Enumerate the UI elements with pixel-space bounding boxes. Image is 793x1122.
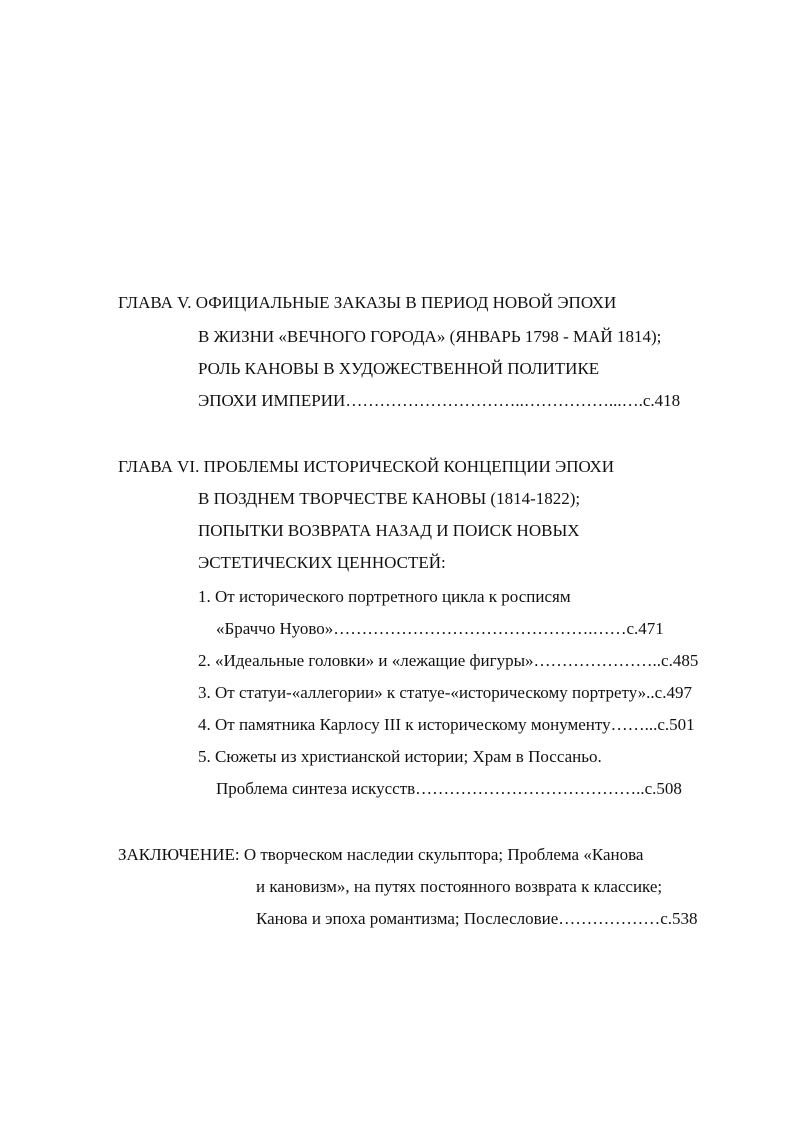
toc-item-1-continued: «Браччо Нуово»……………………………………….……с.471	[216, 619, 664, 638]
toc-item-2: 2. «Идеальные головки» и «лежащие фигуры»…………………..с.485	[198, 651, 699, 670]
toc-item-5: 5. Сюжеты из христианской истории; Храм в Поссаньо.	[198, 747, 602, 766]
chapter-6-title-line-2: В ПОЗДНЕМ ТВОРЧЕСТВЕ КАНОВЫ (1814-1822);	[198, 489, 581, 508]
chapter-5-title: ГЛАВА V. ОФИЦИАЛЬНЫЕ ЗАКАЗЫ В ПЕРИОД НОВОЙ ЭПОХИ	[118, 293, 617, 312]
chapter-5-title-line-4: ЭПОХИ ИМПЕРИИ…………………………..……………...….с.418	[198, 391, 681, 410]
toc-item-3: 3. От статуи-«аллегории» к статуе-«историческому портрету»..с.497	[198, 683, 692, 702]
conclusion-title: ЗАКЛЮЧЕНИЕ: О творческом наследии скульптора; Проблема «Канова	[118, 845, 644, 864]
chapter-6-title-line-3: ПОПЫТКИ ВОЗВРАТА НАЗАД И ПОИСК НОВЫХ	[198, 521, 580, 540]
toc-item-1: 1. От исторического портретного цикла к росписям	[198, 587, 571, 606]
toc-item-4: 4. От памятника Карлосу III к историческому монументу……...с.501	[198, 715, 695, 734]
conclusion-line-2: и кановизм», на путях постоянного возврата к классике;	[256, 877, 663, 896]
chapter-5-title-line-2: В ЖИЗНИ «ВЕЧНОГО ГОРОДА» (ЯНВАРЬ 1798 - МАЙ 1814);	[198, 327, 662, 346]
chapter-6-title: ГЛАВА VI. ПРОБЛЕМЫ ИСТОРИЧЕСКОЙ КОНЦЕПЦИИ ЭПОХИ	[118, 457, 615, 476]
chapter-6-title-line-4: ЭСТЕТИЧЕСКИХ ЦЕННОСТЕЙ:	[198, 553, 446, 572]
toc-item-5-continued: Проблема синтеза искусств…………………………………..с.508	[216, 779, 682, 798]
chapter-5-title-line-3: РОЛЬ КАНОВЫ В ХУДОЖЕСТВЕННОЙ ПОЛИТИКЕ	[198, 359, 600, 378]
conclusion-line-3: Канова и эпоха романтизма; Послесловие………………с.538	[256, 909, 698, 928]
